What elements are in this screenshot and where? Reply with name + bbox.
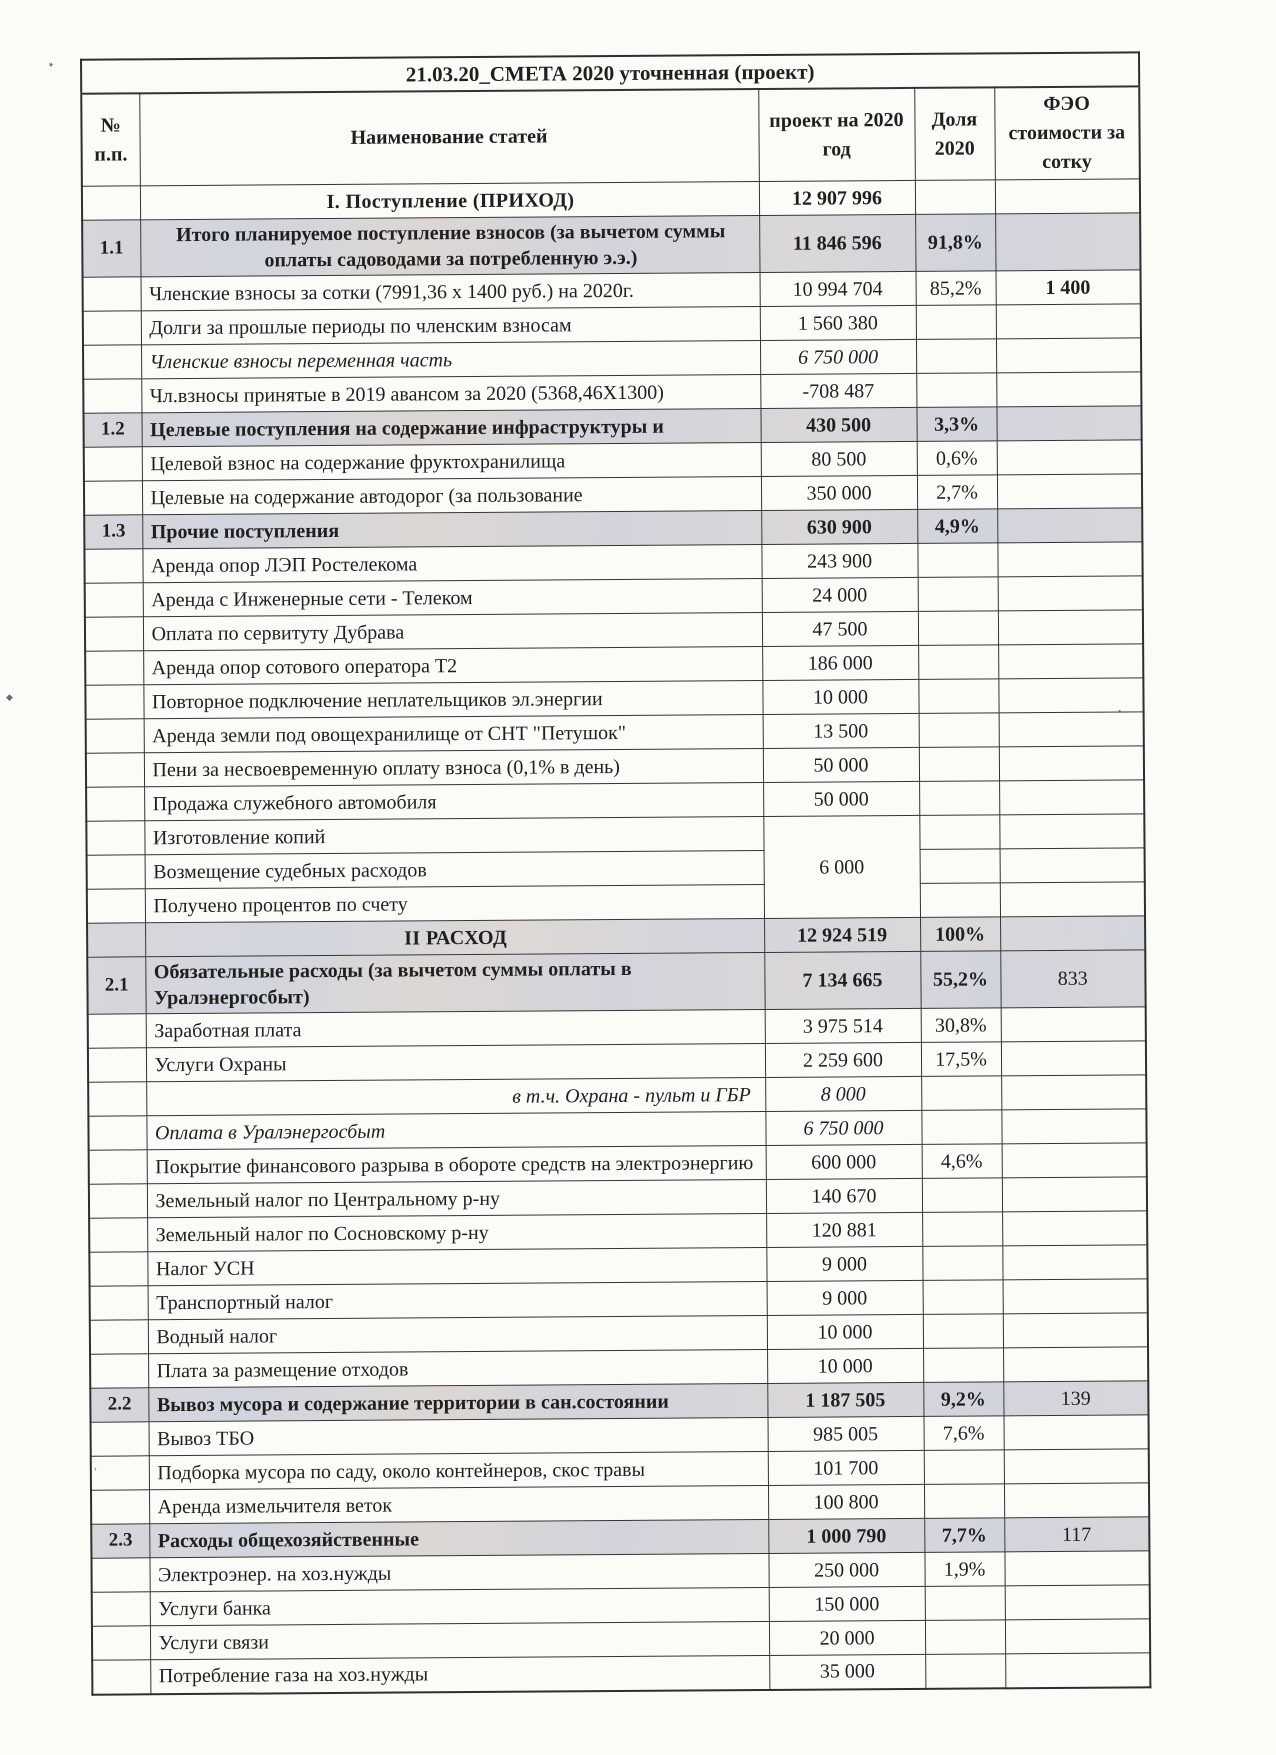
row-feo-cell (996, 406, 1141, 441)
row-feo-cell (1005, 1619, 1150, 1654)
row-value-cell: 80 500 (761, 441, 917, 476)
row-name-cell: Продажа служебного автомобиля (144, 782, 763, 820)
row-feo-cell (996, 304, 1141, 339)
row-num-cell (87, 889, 145, 923)
row-num-cell (89, 1252, 147, 1286)
row-share-cell: 9,2% (923, 1382, 1003, 1417)
row-share-cell (918, 577, 998, 612)
column-header-value: проект на 2020 год (758, 88, 915, 182)
row-num-cell (88, 1082, 146, 1116)
row-share-cell (918, 645, 998, 680)
row-name-cell: Потребление газа на хоз.нужды (150, 1655, 769, 1693)
row-feo-cell: 139 (1003, 1381, 1148, 1416)
row-num-cell (86, 821, 144, 855)
row-share-cell (924, 1484, 1004, 1519)
table-body (82, 179, 1151, 1694)
row-share-cell: 4,6% (922, 1144, 1002, 1179)
row-feo-cell (1003, 1415, 1148, 1450)
row-num-cell (91, 1490, 149, 1524)
row-value-cell: 1 560 380 (760, 305, 916, 340)
row-share-cell (925, 1620, 1005, 1655)
row-value-cell: 120 881 (766, 1212, 922, 1247)
row-num-cell: 1.2 (83, 413, 141, 447)
row-name-cell: Подборка мусора по саду, около контейнеров, скос травы (149, 1451, 768, 1489)
row-value-cell: 10 994 704 (760, 271, 916, 306)
row-num-cell (88, 1116, 146, 1150)
row-share-cell: 0,6% (917, 441, 997, 476)
row-feo-cell (1002, 1143, 1147, 1178)
row-name-cell: Аренда опор ЛЭП Ростелекома (142, 544, 761, 582)
row-value-cell: 11 846 596 (759, 214, 915, 272)
row-name-cell: Оплата в Уралэнергосбыт (146, 1111, 765, 1149)
row-feo-cell (997, 474, 1142, 509)
row-feo-cell (995, 213, 1140, 271)
row-name-cell: Целевые поступления на содержание инфраструктуры и (141, 408, 760, 446)
row-name-cell: Земельный налог по Центральному р-ну (147, 1179, 766, 1217)
row-share-cell: 7,7% (924, 1518, 1004, 1553)
row-value-cell: 50 000 (763, 747, 919, 782)
row-share-cell (921, 1110, 1001, 1145)
row-feo-cell (1004, 1483, 1149, 1518)
row-feo-cell (1003, 1279, 1148, 1314)
row-share-cell (922, 1178, 1002, 1213)
row-name-cell: Оплата по сервитуту Дубрава (143, 612, 762, 650)
row-name-cell: Пени за несвоевременную оплату взноса (0,1% в день) (144, 748, 763, 786)
column-header-num: № п.п. (81, 93, 140, 186)
row-feo-cell (1004, 1551, 1149, 1586)
row-value-cell: 100 800 (768, 1484, 924, 1519)
row-num-cell (91, 1422, 149, 1456)
row-num-cell (88, 1014, 146, 1048)
header-row (81, 86, 1140, 186)
row-name-cell: Земельный налог по Сосновскому р-ну (147, 1213, 766, 1251)
row-value-cell: 600 000 (766, 1144, 922, 1179)
row-name-cell: Аренда земли под овощехранилище от СНТ "Петушок" (144, 714, 763, 752)
row-name-cell: Обязательные расходы (за вычетом суммы оплаты в Уралэнергосбыт) (145, 952, 764, 1013)
row-feo-cell (1001, 1041, 1146, 1076)
row-feo-cell (999, 712, 1144, 747)
row-num-cell (84, 447, 142, 481)
row-name-cell: Целевой взнос на содержание фруктохранилища (142, 442, 761, 480)
row-feo-cell (1005, 1585, 1150, 1620)
row-value-cell: 12 907 996 (759, 180, 915, 215)
row-name-cell: Аренда с Инженерные сети - Телеком (143, 578, 762, 616)
row-value-cell: 9 000 (767, 1280, 923, 1315)
row-value-cell: 250 000 (768, 1552, 924, 1587)
row-share-cell (922, 1212, 1002, 1247)
row-name-cell: II РАСХОД (145, 918, 764, 956)
row-feo-cell (1002, 1177, 1147, 1212)
row-feo-cell (1000, 916, 1145, 951)
row-name-cell: Аренда измельчителя веток (149, 1485, 768, 1523)
row-share-cell (915, 180, 995, 215)
row-value-cell: 50 000 (763, 781, 919, 816)
row-num-cell (88, 1048, 146, 1082)
row-name-cell: Вывоз ТБО (149, 1417, 768, 1455)
row-value-cell: 6 750 000 (760, 339, 916, 374)
row-num-cell (92, 1626, 150, 1660)
row-share-cell (916, 373, 996, 408)
row-value-cell: 3 975 514 (765, 1008, 921, 1043)
row-share-cell: 3,3% (916, 407, 996, 442)
row-name-cell: Услуги Охраны (146, 1043, 765, 1081)
row-feo-cell (999, 814, 1144, 849)
row-feo-cell: 1 400 (996, 270, 1141, 305)
row-value-cell: 20 000 (769, 1620, 925, 1655)
row-num-cell (86, 719, 144, 753)
row-value-cell: 6 750 000 (765, 1110, 921, 1145)
row-feo-cell (999, 746, 1144, 781)
row-feo-cell (998, 678, 1143, 713)
row-num-cell (82, 186, 140, 220)
row-feo-cell (1004, 1449, 1149, 1484)
column-header-share: Доля 2020 (914, 87, 995, 180)
row-feo-cell (997, 440, 1142, 475)
row-feo-cell (1005, 1653, 1150, 1688)
row-share-cell (916, 339, 996, 374)
row-num-cell (83, 277, 141, 311)
row-name-cell: Получено процентов по счету (145, 884, 764, 922)
row-share-cell (919, 815, 999, 850)
budget-table (80, 51, 1151, 1695)
row-feo-cell (997, 508, 1142, 543)
row-name-cell: Членские взносы за сотки (7991,36 х 1400 руб.) на 2020г. (141, 273, 760, 311)
row-share-cell (923, 1314, 1003, 1349)
scan-artifact: . (1118, 700, 1122, 715)
row-share-cell: 4,9% (917, 509, 997, 544)
row-feo-cell (999, 780, 1144, 815)
row-name-cell: Покрытие финансового разрыва в обороте средств на электроэнергию (147, 1145, 766, 1183)
row-name-cell: Заработная плата (146, 1009, 765, 1047)
row-value-cell: 10 000 (762, 679, 918, 714)
row-share-cell: 91,8% (915, 214, 995, 272)
row-num-cell (87, 923, 145, 957)
column-header-name: Наименование статей (139, 89, 759, 186)
row-name-cell: Услуги банка (150, 1587, 769, 1625)
row-feo-cell (998, 644, 1143, 679)
budget-table-scan (80, 51, 1151, 1695)
row-value-cell: 630 900 (761, 509, 917, 544)
row-num-cell (86, 753, 144, 787)
row-share-cell (920, 883, 1000, 918)
row-name-cell: Плата за размещение отходов (148, 1349, 767, 1387)
row-feo-cell (1002, 1211, 1147, 1246)
row-share-cell (922, 1246, 1002, 1281)
row-share-cell (925, 1586, 1005, 1621)
row-num-cell (84, 481, 142, 515)
row-share-cell (917, 543, 997, 578)
row-feo-cell: 117 (1004, 1517, 1149, 1552)
row-num-cell (86, 787, 144, 821)
row-num-cell (85, 583, 143, 617)
row-num-cell (90, 1354, 148, 1388)
row-value-cell: 101 700 (768, 1450, 924, 1485)
row-name-cell: Целевые на содержание автодорог (за пользование (142, 476, 761, 514)
row-num-cell (84, 549, 142, 583)
row-value-cell: 10 000 (767, 1314, 923, 1349)
row-share-cell (925, 1654, 1005, 1689)
table-row (82, 213, 1140, 277)
row-share-cell: 17,5% (921, 1042, 1001, 1077)
row-name-cell: Электроэнер. на хоз.нужды (149, 1553, 768, 1591)
scan-artifact: ◆ (6, 692, 13, 702)
row-num-cell (92, 1660, 150, 1694)
row-name-cell: Водный налог (148, 1315, 767, 1353)
row-value-cell: 12 924 519 (764, 917, 920, 952)
row-num-cell (87, 855, 145, 889)
row-value-cell: 24 000 (762, 577, 918, 612)
table-row (92, 1653, 1150, 1694)
row-feo-cell (1002, 1245, 1147, 1280)
table-row (87, 950, 1145, 1014)
row-value-cell: 6 000 (763, 815, 920, 918)
row-value-cell: 10 000 (767, 1348, 923, 1383)
row-share-cell (916, 305, 996, 340)
row-value-cell: 985 005 (768, 1416, 924, 1451)
row-share-cell (923, 1280, 1003, 1315)
row-feo-cell (1003, 1347, 1148, 1382)
row-feo-cell (998, 610, 1143, 645)
row-share-cell (920, 849, 1000, 884)
row-share-cell: 55,2% (920, 951, 1000, 1009)
row-num-cell (85, 685, 143, 719)
row-share-cell: 85,2% (916, 271, 996, 306)
row-num-cell (91, 1456, 149, 1490)
row-feo-cell (1000, 882, 1145, 917)
row-value-cell: 47 500 (762, 611, 918, 646)
row-name-cell: Членские взносы переменная часть (141, 340, 760, 378)
row-value-cell: 186 000 (762, 645, 918, 680)
row-num-cell (85, 617, 143, 651)
row-name-cell: Вывоз мусора и содержание территории в сан.состоянии (148, 1383, 767, 1421)
row-share-cell (924, 1450, 1004, 1485)
row-name-cell: Аренда опор сотового оператора Т2 (143, 646, 762, 684)
scan-artifact: , (94, 1458, 97, 1472)
row-share-cell: 7,6% (924, 1416, 1004, 1451)
row-value-cell: 7 134 665 (764, 951, 920, 1009)
row-value-cell: 140 670 (766, 1178, 922, 1213)
row-value-cell: 430 500 (760, 407, 916, 442)
row-num-cell (90, 1286, 148, 1320)
row-share-cell: 1,9% (924, 1552, 1004, 1587)
row-name-cell: I. Поступление (ПРИХОД) (140, 182, 759, 220)
row-feo-cell (997, 542, 1142, 577)
row-share-cell: 30,8% (921, 1008, 1001, 1043)
row-feo-cell (1001, 1109, 1146, 1144)
row-share-cell: 100% (920, 917, 1000, 952)
row-share-cell (918, 611, 998, 646)
row-name-cell: Расходы общехозяйственные (149, 1519, 768, 1557)
row-name-cell: Итого планируемое поступление взносов (за вычетом суммы оплаты садоводами за потребленную э.э.) (140, 216, 759, 277)
row-feo-cell (995, 179, 1140, 214)
scan-artifact: ٭ (46, 58, 56, 72)
row-share-cell (918, 679, 998, 714)
row-value-cell: 350 000 (761, 475, 917, 510)
row-num-cell: 1.3 (84, 515, 142, 549)
row-name-cell: Чл.взносы принятые в 2019 авансом за 2020 (5368,46Х1300) (141, 374, 760, 412)
row-num-cell (83, 345, 141, 379)
row-name-cell: Прочие поступления (142, 510, 761, 548)
row-value-cell: 150 000 (769, 1586, 925, 1621)
row-name-cell: Услуги связи (150, 1621, 769, 1659)
row-feo-cell (996, 372, 1141, 407)
row-feo-cell: 833 (1000, 950, 1145, 1008)
row-num-cell (90, 1320, 148, 1354)
row-num-cell (89, 1150, 147, 1184)
document-title: 21.03.20_СМЕТА 2020 уточненная (проект) (81, 52, 1139, 93)
row-feo-cell (1000, 848, 1145, 883)
row-num-cell: 2.1 (87, 957, 145, 1014)
row-num-cell (83, 311, 141, 345)
row-num-cell (92, 1592, 150, 1626)
row-value-cell: 1 000 790 (768, 1518, 924, 1553)
row-num-cell (89, 1184, 147, 1218)
row-name-cell: Повторное подключение неплательщиков эл.энергии (143, 680, 762, 718)
row-num-cell (91, 1558, 149, 1592)
row-num-cell (85, 651, 143, 685)
row-value-cell: -708 487 (760, 373, 916, 408)
row-num-cell: 2.3 (91, 1524, 149, 1558)
row-value-cell: 35 000 (769, 1654, 925, 1689)
row-num-cell (83, 379, 141, 413)
row-name-cell: в т.ч. Охрана - пульт и ГБР (146, 1077, 765, 1115)
row-num-cell: 1.1 (82, 220, 140, 277)
row-value-cell: 243 900 (761, 543, 917, 578)
row-feo-cell (996, 338, 1141, 373)
row-share-cell (919, 747, 999, 782)
row-name-cell: Долги за прошлые периоды по членским взносам (141, 307, 760, 345)
row-name-cell: Транспортный налог (148, 1281, 767, 1319)
row-feo-cell (998, 576, 1143, 611)
row-value-cell: 9 000 (766, 1246, 922, 1281)
row-share-cell (923, 1348, 1003, 1383)
row-share-cell (921, 1076, 1001, 1111)
row-value-cell: 13 500 (763, 713, 919, 748)
row-name-cell: Возмещение судебных расходов (145, 850, 764, 888)
row-feo-cell (1001, 1007, 1146, 1042)
row-name-cell: Изготовление копий (144, 816, 763, 854)
row-name-cell: Налог УСН (147, 1247, 766, 1285)
row-value-cell: 1 187 505 (767, 1382, 923, 1417)
row-share-cell (919, 713, 999, 748)
row-share-cell (919, 781, 999, 816)
row-value-cell: 2 259 600 (765, 1042, 921, 1077)
row-num-cell: 2.2 (90, 1388, 148, 1422)
row-share-cell: 2,7% (917, 475, 997, 510)
row-num-cell (89, 1218, 147, 1252)
row-feo-cell (1003, 1313, 1148, 1348)
column-header-feo: ФЭО стоимости за сотку (994, 86, 1140, 180)
row-value-cell: 8 000 (765, 1076, 921, 1111)
row-feo-cell (1001, 1075, 1146, 1110)
